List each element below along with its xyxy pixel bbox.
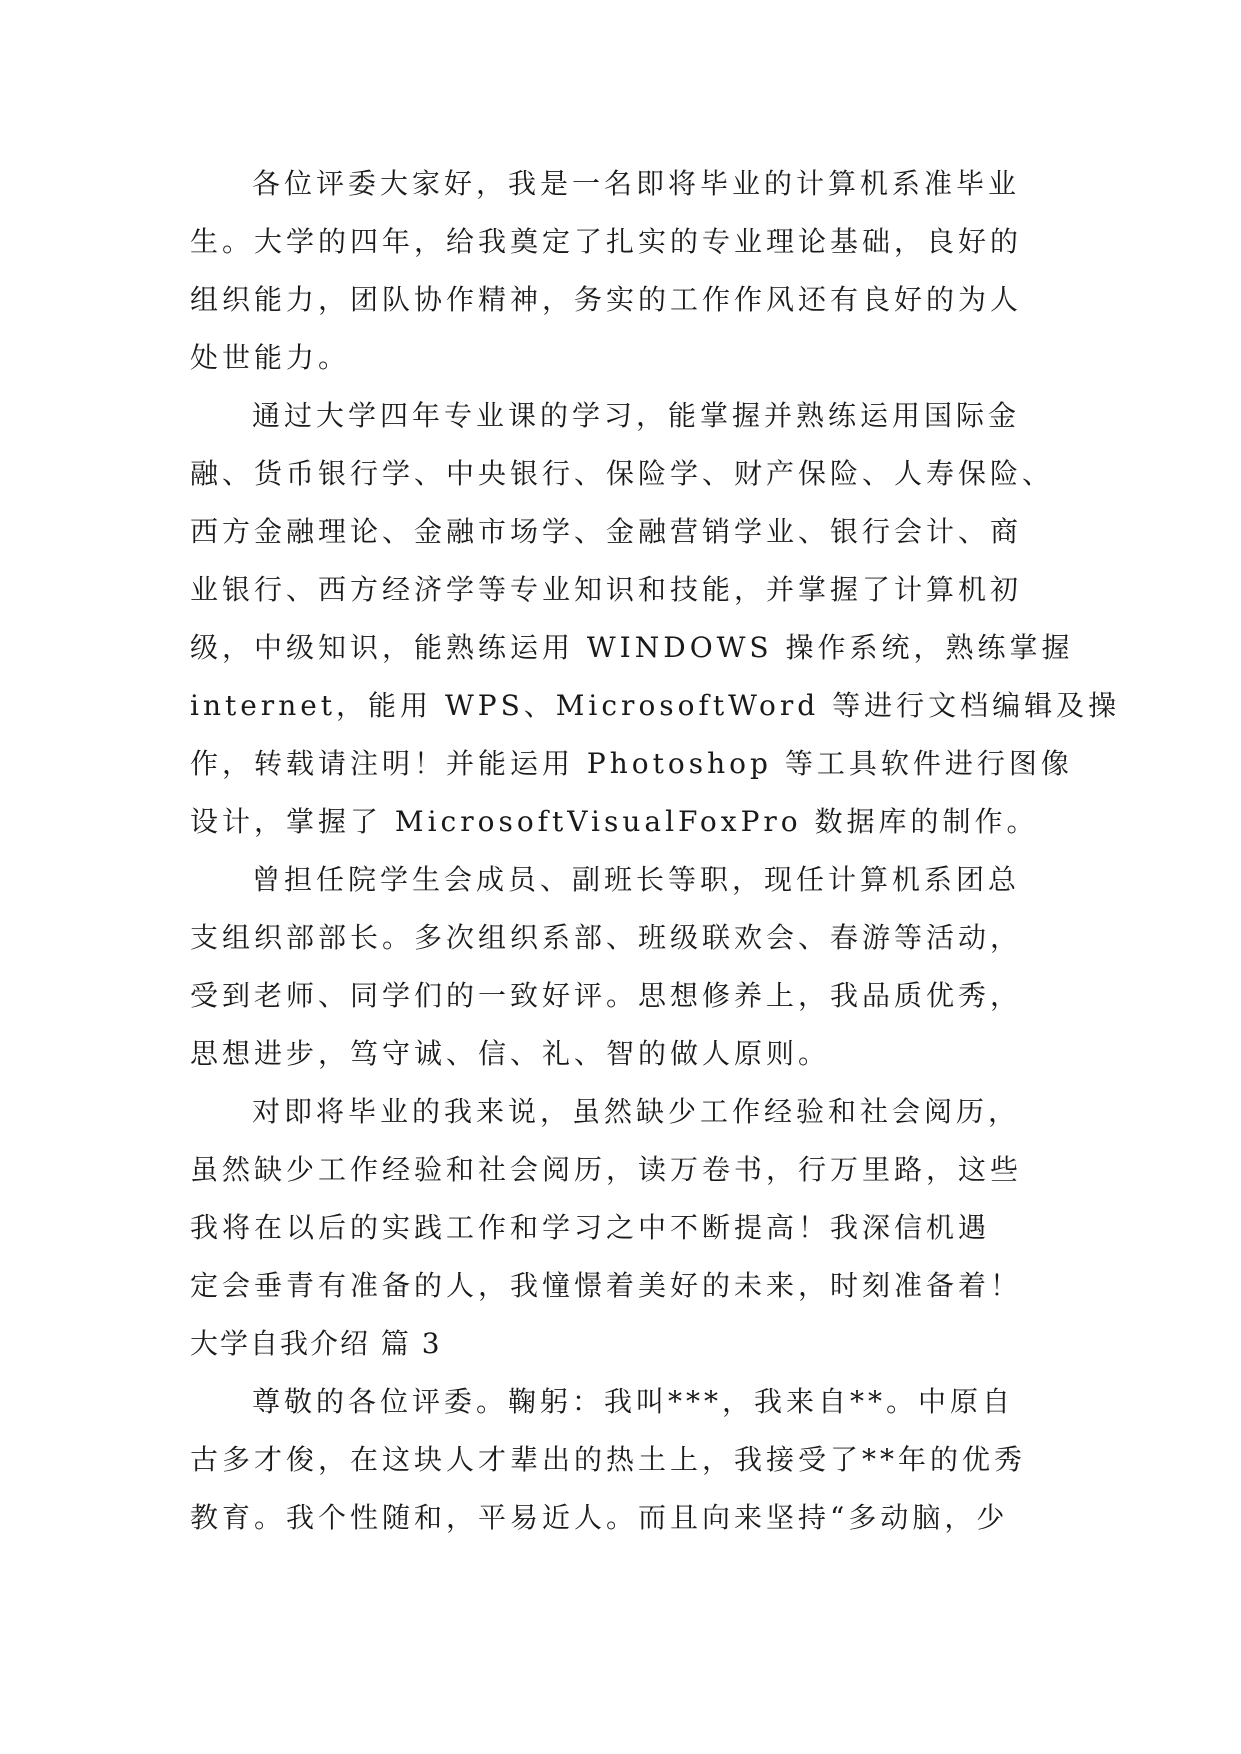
- text-line: 我将在以后的实践工作和学习之中不断提高！我深信机遇: [190, 1211, 991, 1244]
- section-heading: 大学自我介绍 篇 3: [190, 1327, 442, 1360]
- text-line: internet，能用 WPS、MicrosoftWord 等进行文档编辑及操: [190, 689, 1121, 722]
- text-line: 各位评委大家好，我是一名即将毕业的计算机系准毕业: [252, 167, 1021, 200]
- text-line: 支组织部部长。多次组织系部、班级联欢会、春游等活动，: [190, 921, 1023, 954]
- text-line: 尊敬的各位评委。鞠躬：我叫***，我来自**。中原自: [252, 1385, 1015, 1418]
- text-line: 曾担任院学生会成员、副班长等职，现任计算机系团总: [252, 863, 1021, 896]
- text-line: 古多才俊，在这块人才辈出的热土上，我接受了**年的优秀: [190, 1443, 1027, 1476]
- text-line: 定会垂青有准备的人，我憧憬着美好的未来，时刻准备着！: [190, 1269, 1023, 1302]
- text-line: 西方金融理论、金融市场学、金融营销学业、银行会计、商: [190, 515, 1023, 548]
- text-line: 教育。我个性随和，平易近人。而且向来坚持“多动脑，少: [190, 1501, 1009, 1534]
- text-line: 通过大学四年专业课的学习，能掌握并熟练运用国际金: [252, 399, 1021, 432]
- document-page: [190, 155, 1121, 1547]
- paragraph-4: [190, 1083, 1060, 1315]
- text-line: 融、货币银行学、中央银行、保险学、财产保险、人寿保险、: [190, 457, 1055, 490]
- paragraph-1: [190, 155, 1060, 387]
- text-line: 组织能力，团队协作精神，务实的工作作风还有良好的为人: [190, 283, 1023, 316]
- text-line: 设计，掌握了 MicrosoftVisualFoxPro 数据库的制作。: [190, 805, 1039, 838]
- text-line: 受到老师、同学们的一致好评。思想修养上，我品质优秀，: [190, 979, 1023, 1012]
- text-line: 生。大学的四年，给我奠定了扎实的专业理论基础，良好的: [190, 225, 1023, 258]
- text-line: 作，转载请注明！并能运用 Photoshop 等工具软件进行图像: [190, 747, 1073, 780]
- text-line: 对即将毕业的我来说，虽然缺少工作经验和社会阅历，: [252, 1095, 1021, 1128]
- paragraph-2: [190, 387, 1121, 851]
- paragraph-3: [190, 851, 1060, 1083]
- text-line: 业银行、西方经济学等专业知识和技能，并掌握了计算机初: [190, 573, 1023, 606]
- text-line: 级，中级知识，能熟练运用 WINDOWS 操作系统，熟练掌握: [190, 631, 1074, 664]
- paragraph-5: [190, 1373, 1060, 1547]
- text-line: 处世能力。: [190, 341, 351, 374]
- text-line: 虽然缺少工作经验和社会阅历，读万卷书，行万里路，这些: [190, 1153, 1023, 1186]
- text-line: 思想进步，笃守诚、信、礼、智的做人原则。: [190, 1037, 831, 1070]
